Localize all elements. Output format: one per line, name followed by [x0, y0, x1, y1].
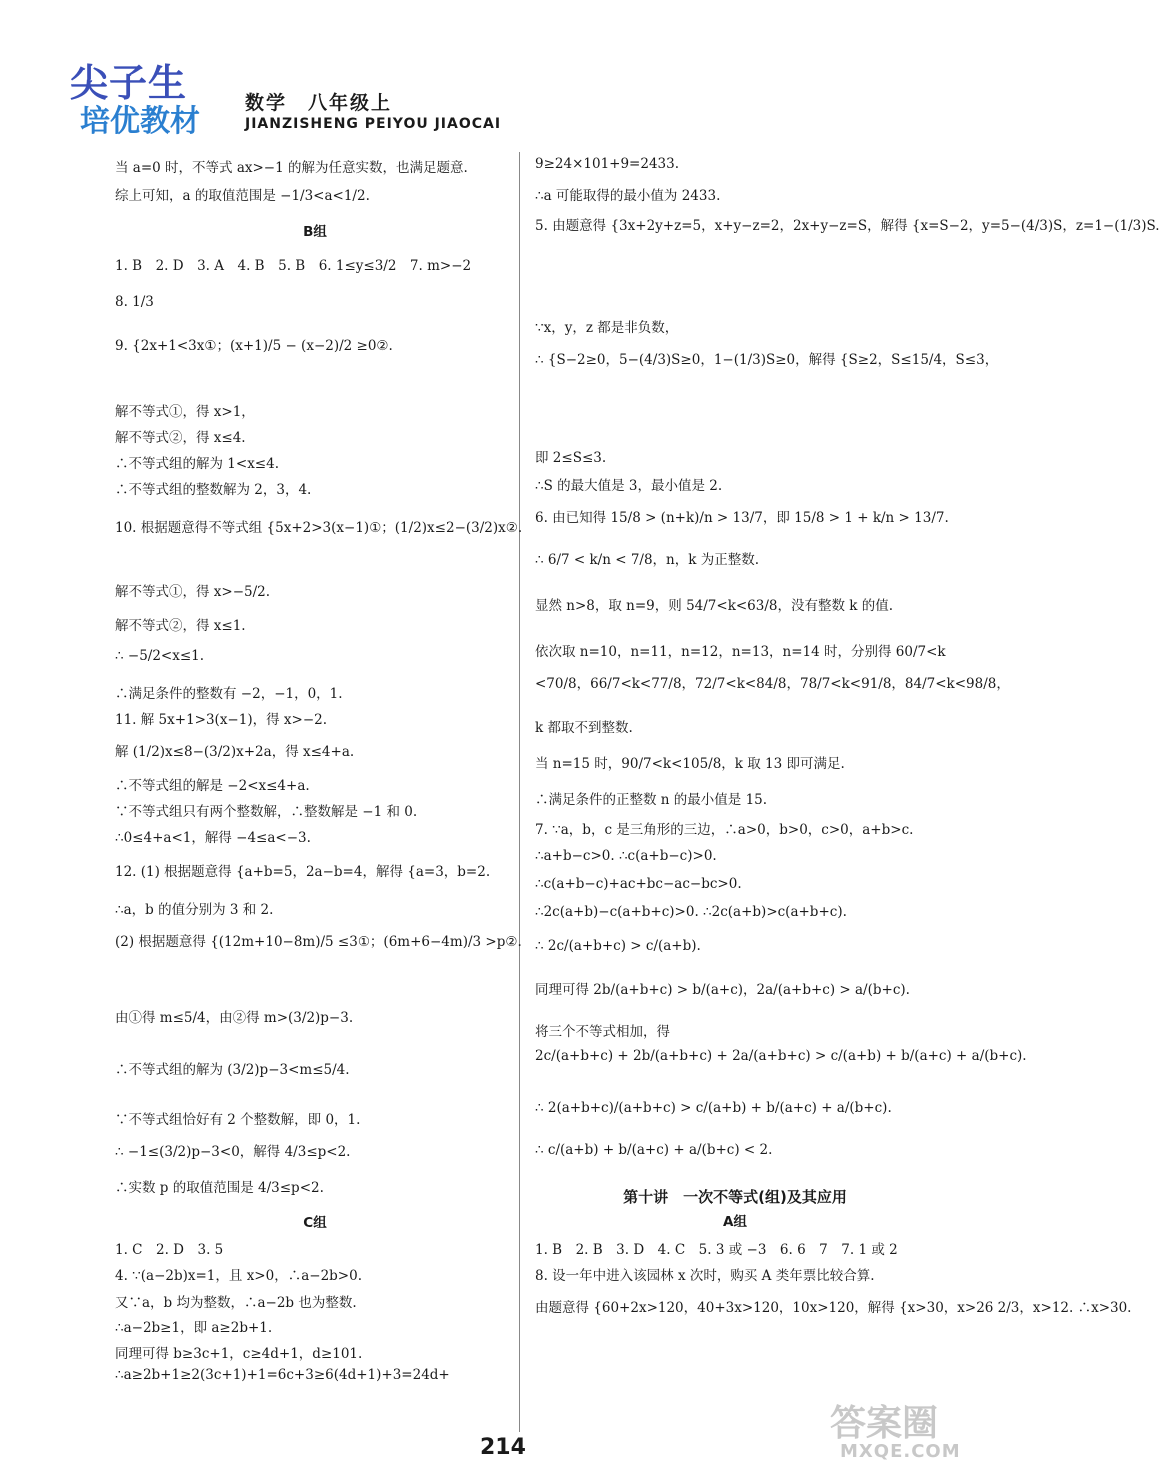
left-line: 由①得 m≤5/4，由②得 m>(3/2)p−3.	[115, 1010, 354, 1026]
left-line: 又∵a，b 均为整数，∴a−2b 也为整数.	[115, 1295, 357, 1311]
right-line: ∴c(a+b−c)+ac+bc−ac−bc>0.	[535, 876, 742, 892]
left-line: 11. 解 5x+1>3(x−1)，得 x>−2.	[115, 712, 328, 728]
right-line: 第十讲 一次不等式(组)及其应用	[623, 1188, 847, 1206]
right-line: ∴满足条件的正整数 n 的最小值是 15.	[535, 792, 768, 808]
right-line: 5. 由题意得 {3x+2y+z=5，x+y−z=2，2x+y−z=S，解得 {x=S−2，y=5−(4/3)S，z=1−(1/3)S.	[535, 218, 1160, 234]
left-line: 解 (1/2)x≤8−(3/2)x+2a，得 x≤4+a.	[115, 744, 355, 760]
site-watermark	[830, 1395, 980, 1470]
left-line: (2) 根据题意得 {(12m+10−8m)/5 ≤3①；(6m+6−4m)/3 >p②.	[115, 934, 522, 950]
left-line: ∴ −1≤(3/2)p−3<0，解得 4/3≤p<2.	[115, 1144, 351, 1160]
right-line: k 都取不到整数.	[535, 720, 633, 736]
right-line: 显然 n>8，取 n=9，则 54/7<k<63/8，没有整数 k 的值.	[535, 598, 894, 614]
page-number: 214	[480, 1435, 526, 1460]
left-line: 解不等式①，得 x>1，	[115, 404, 255, 420]
right-line: 7. ∵a，b，c 是三角形的三边，∴a>0，b>0，c>0，a+b>c.	[535, 822, 914, 838]
left-line: B组	[303, 224, 327, 240]
right-line: 8. 设一年中进入该园林 x 次时，购买 A 类年票比较合算.	[535, 1268, 875, 1284]
right-line: ∴ {S−2≥0，5−(4/3)S≥0，1−(1/3)S≥0，解得 {S≥2，S≤15/4，S≤3，	[535, 352, 999, 368]
right-line: ∴ 2c/(a+b+c) > c/(a+b).	[535, 938, 701, 954]
left-line: 综上可知，a 的取值范围是 −1/3<a<1/2.	[115, 188, 370, 204]
column-divider	[519, 152, 520, 1432]
left-line: ∴不等式组的整数解为 2，3，4.	[115, 482, 312, 498]
left-line: ∴不等式组的解是 −2<x≤4+a.	[115, 778, 310, 794]
left-line: ∵不等式组恰好有 2 个整数解，即 0，1.	[115, 1112, 361, 1128]
right-line: 由题意得 {60+2x>120，40+3x>120，10x>120，解得 {x>30，x>26 2/3，x>12. ∴x>30.	[535, 1300, 1132, 1316]
left-line: 解不等式②，得 x≤4.	[115, 430, 246, 446]
page-header	[70, 52, 670, 152]
right-line: ∴ 2(a+b+c)/(a+b+c) > c/(a+b) + b/(a+c) + a/(b+c).	[535, 1100, 892, 1116]
left-line: 10. 根据题意得不等式组 {5x+2>3(x−1)①；(1/2)x≤2−(3/2)x②.	[115, 520, 523, 536]
left-line: 解不等式②，得 x≤1.	[115, 618, 246, 634]
right-line: ∴ c/(a+b) + b/(a+c) + a/(b+c) < 2.	[535, 1142, 773, 1158]
right-line: ∴S 的最大值是 3，最小值是 2.	[535, 478, 723, 494]
left-line: ∴实数 p 的取值范围是 4/3≤p<2.	[115, 1180, 324, 1196]
left-line: ∴a，b 的值分别为 3 和 2.	[115, 902, 274, 918]
subject-title: 数学 八年级上	[245, 92, 393, 114]
right-line: ∴2c(a+b)−c(a+b+c)>0. ∴2c(a+b)>c(a+b+c).	[535, 904, 847, 920]
right-line: ∴a 可能取得的最小值为 2433.	[535, 188, 721, 204]
left-line: ∴不等式组的解为 1<x≤4.	[115, 456, 279, 472]
left-line: ∴ −5/2<x≤1.	[115, 648, 205, 664]
book-logo	[70, 52, 225, 147]
left-line: ∴a≥2b+1≥2(3c+1)+1=6c+3≥6(4d+1)+3=24d+	[115, 1367, 450, 1383]
left-line: 同理可得 b≥3c+1，c≥4d+1，d≥101.	[115, 1346, 363, 1362]
right-line: 依次取 n=10，n=11，n=12，n=13，n=14 时，分别得 60/7<k	[535, 644, 946, 660]
logo-line1: 尖子生	[70, 61, 188, 105]
right-line: ∵x，y，z 都是非负数，	[535, 320, 679, 336]
logo-line2: 培优教材	[80, 104, 200, 139]
watermark-line2: MXQE.COM	[840, 1441, 961, 1462]
left-line: 解不等式①，得 x>−5/2.	[115, 584, 271, 600]
left-line: ∵不等式组只有两个整数解，∴整数解是 −1 和 0.	[115, 804, 418, 820]
right-line: 6. 由已知得 15/8 > (n+k)/n > 13/7，即 15/8 > 1 + k/n > 13/7.	[535, 510, 949, 526]
left-line: 8. 1/3	[115, 294, 154, 310]
left-line: 9. {2x+1<3x①；(x+1)/5 − (x−2)/2 ≥0②.	[115, 338, 393, 354]
left-line: 1. B 2. D 3. A 4. B 5. B 6. 1≤y≤3/2 7. m>−2	[115, 258, 472, 274]
right-line: <70/8，66/7<k<77/8，72/7<k<84/8，78/7<k<91/8，84/7<k<98/8，	[535, 676, 1010, 692]
right-line: A组	[723, 1214, 747, 1230]
right-line: 2c/(a+b+c) + 2b/(a+b+c) + 2a/(a+b+c) > c/(a+b) + b/(a+c) + a/(b+c).	[535, 1048, 1027, 1064]
left-line: 12. (1) 根据题意得 {a+b=5，2a−b=4，解得 {a=3，b=2.	[115, 864, 491, 880]
right-line: 9≥24×101+9=2433.	[535, 156, 680, 172]
watermark-line1: 答案圈	[830, 1403, 939, 1444]
right-line: 将三个不等式相加，得	[535, 1024, 670, 1040]
right-line: 同理可得 2b/(a+b+c) > b/(a+c)，2a/(a+b+c) > a/(b+c).	[535, 982, 910, 998]
left-line: 当 a=0 时，不等式 ax>−1 的解为任意实数，也满足题意.	[115, 160, 468, 176]
right-line: 1. B 2. B 3. D 4. C 5. 3 或 −3 6. 6 7 7. 1 或 2	[535, 1242, 898, 1258]
left-line: 1. C 2. D 3. 5	[115, 1242, 224, 1258]
series-pinyin: JIANZISHENG PEIYOU JIAOCAI	[245, 116, 502, 132]
left-line: ∴0≤4+a<1，解得 −4≤a<−3.	[115, 830, 311, 846]
right-line: 当 n=15 时，90/7<k<105/8，k 取 13 即可满足.	[535, 756, 845, 772]
left-line: C组	[303, 1215, 327, 1231]
left-line: ∴a−2b≥1，即 a≥2b+1.	[115, 1320, 273, 1336]
right-line: ∴a+b−c>0. ∴c(a+b−c)>0.	[535, 848, 717, 864]
left-line: ∴满足条件的整数有 −2，−1，0，1.	[115, 686, 343, 702]
left-line: 4. ∵(a−2b)x=1，且 x>0，∴a−2b>0.	[115, 1268, 362, 1284]
left-line: ∴不等式组的解为 (3/2)p−3<m≤5/4.	[115, 1062, 350, 1078]
right-line: 即 2≤S≤3.	[535, 450, 607, 466]
right-line: ∴ 6/7 < k/n < 7/8，n，k 为正整数.	[535, 552, 760, 568]
